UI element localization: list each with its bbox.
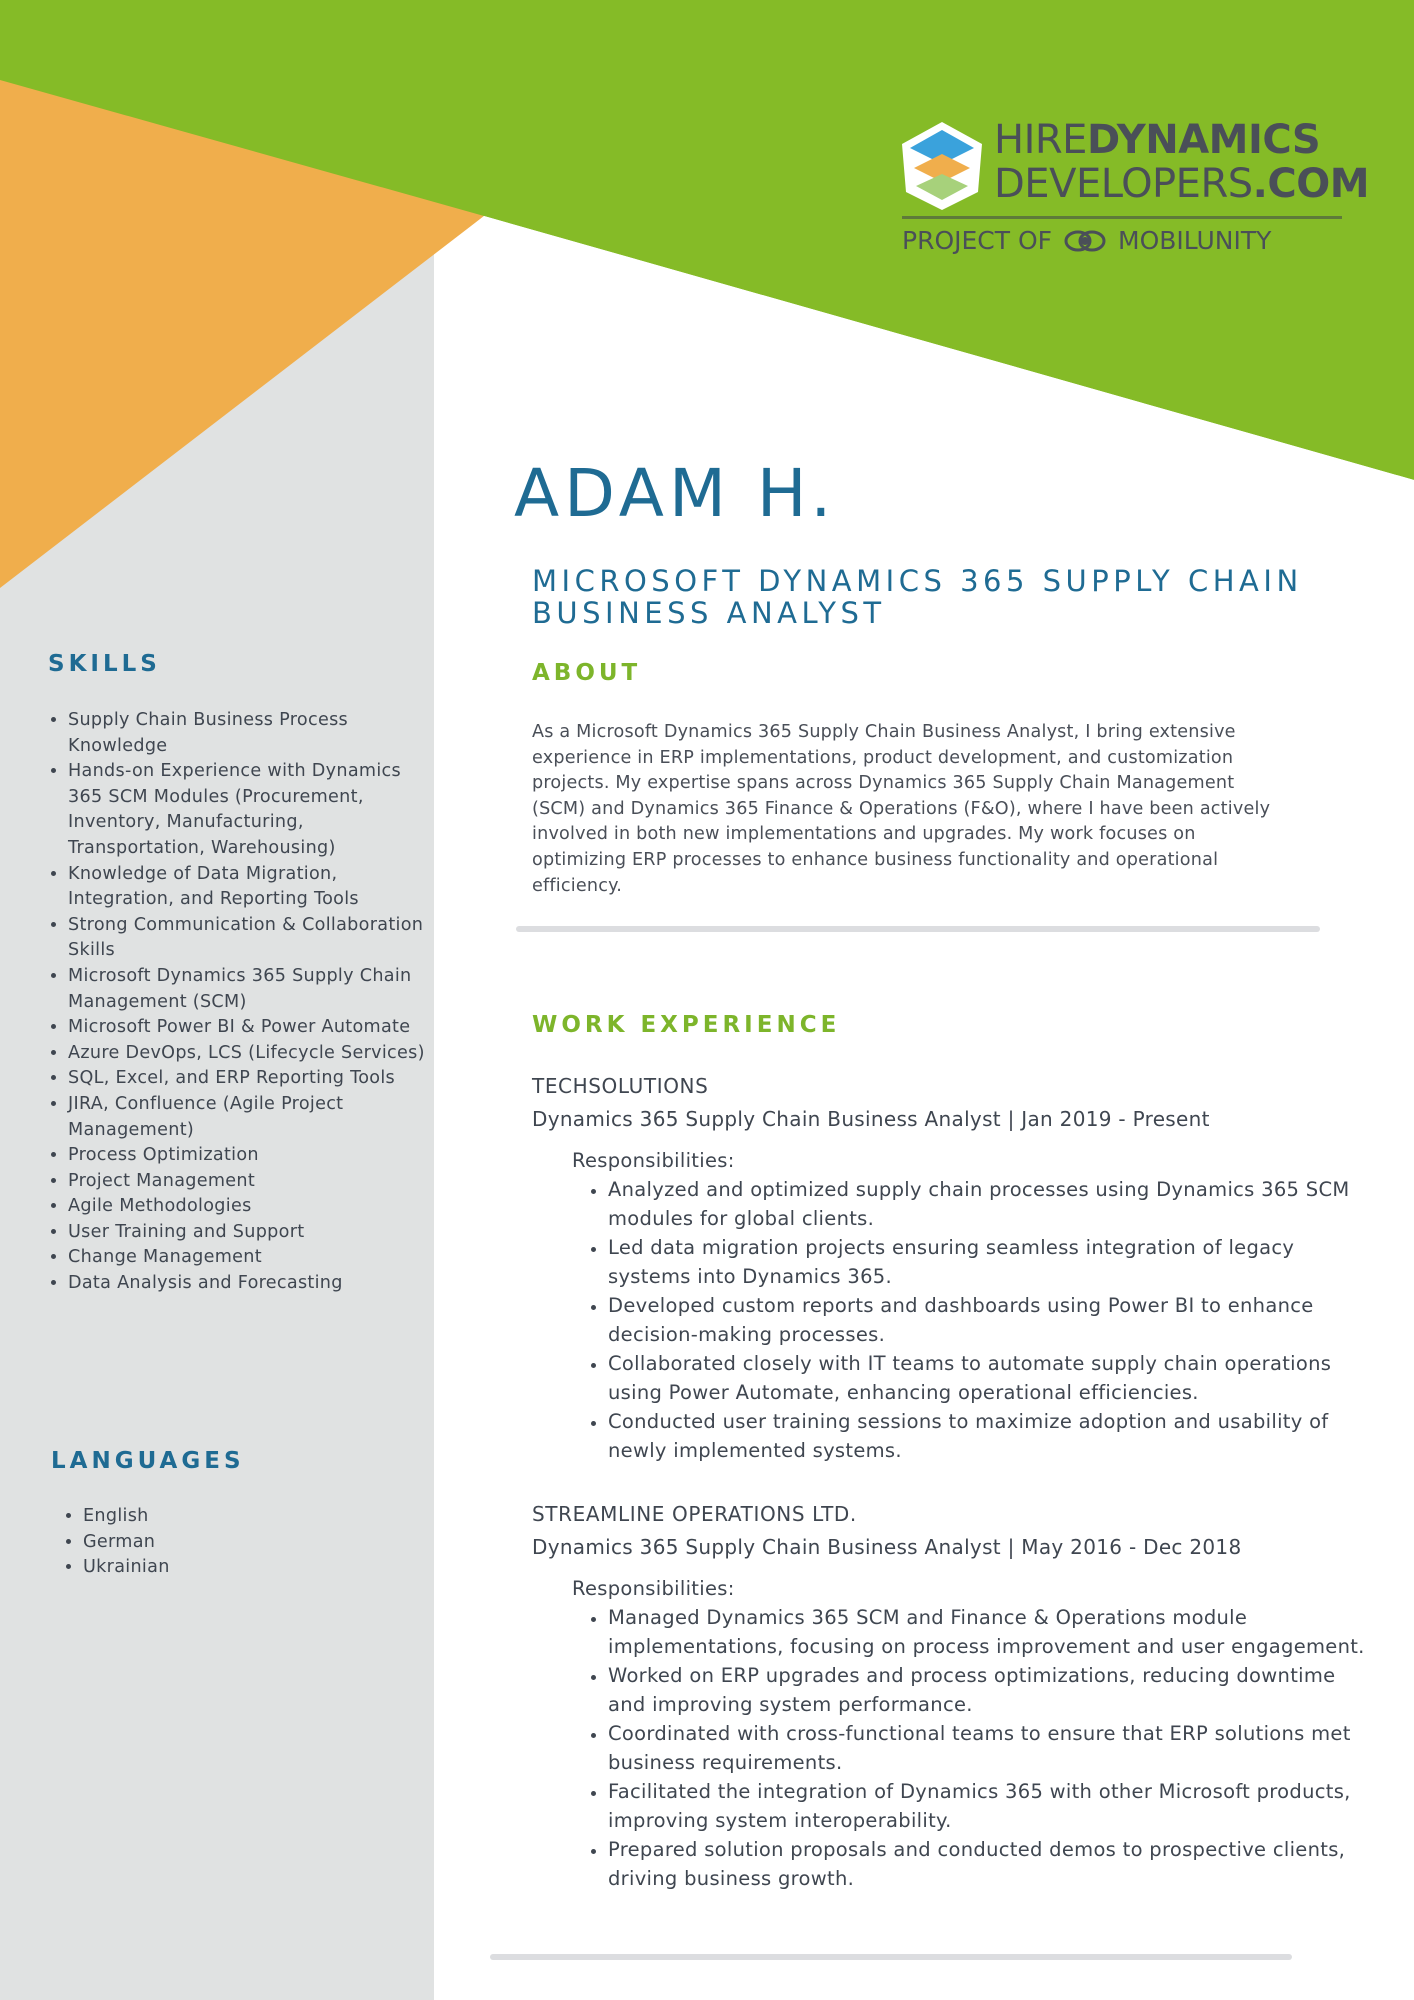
about-text: As a Microsoft Dynamics 365 Supply Chain Business Analyst, I bring extensive experience in ERP implementations, product development, and customization projects. My expertise spans across Dynamics 365 Supply Chain Management (SCM) and Dynamics 365 Finance & Operations (F&O), where I have been actively involved in both new implementations and upgrades. My work focuses on optimizing ERP processes to enhance business functionality and operational efficiency. bbox=[532, 722, 1271, 896]
work-experience-heading: WORK EXPERIENCE bbox=[532, 1012, 841, 1038]
job-role: Dynamics 365 Supply Chain Business Analyst | May 2016 - Dec 2018 bbox=[532, 1535, 1242, 1559]
list-item: • German bbox=[83, 1530, 383, 1556]
company-name: TECHSOLUTIONS bbox=[532, 1074, 709, 1098]
list-item: • Data Analysis and Forecasting bbox=[68, 1271, 428, 1297]
logo-cube-icon bbox=[898, 120, 986, 212]
skills-list bbox=[44, 708, 428, 1297]
job-entry bbox=[532, 1498, 1365, 1893]
list-item: • Developed custom reports and dashboards using Power BI to enhance decision-making processes. bbox=[608, 1291, 1368, 1349]
list-item: • SQL, Excel, and ERP Reporting Tools bbox=[68, 1066, 428, 1092]
logo-tagline: PROJECT OF MOBILUNITY bbox=[902, 226, 1272, 255]
responsibilities-list bbox=[532, 1175, 1362, 1465]
about-heading: ABOUT bbox=[532, 660, 642, 686]
list-item: • Collaborated closely with IT teams to automate supply chain operations using Power Automate, enhancing operational efficiencies. bbox=[608, 1349, 1368, 1407]
section-divider bbox=[516, 926, 1320, 932]
logo-rule bbox=[902, 216, 1342, 219]
list-item: • Worked on ERP upgrades and process optimizations, reducing downtime and improving system performance. bbox=[608, 1661, 1368, 1719]
candidate-name: ADAM H. bbox=[514, 455, 837, 532]
responsibilities-list bbox=[532, 1603, 1365, 1893]
list-item: • Agile Methodologies bbox=[68, 1194, 428, 1220]
responsibilities-label: Responsibilities: bbox=[572, 1577, 735, 1600]
languages-heading: LANGUAGES bbox=[51, 1448, 245, 1474]
logo-line-2: DEVELOPERS.COM bbox=[994, 161, 1369, 207]
list-item: • Hands-on Experience with Dynamics 365 SCM Modules (Procurement, Inventory, Manufacturing, Transportation, Warehousing) bbox=[68, 759, 428, 861]
list-item: • Facilitated the integration of Dynamics 365 with other Microsoft products, improving system interoperability. bbox=[608, 1777, 1368, 1835]
list-item: • Knowledge of Data Migration, Integration, and Reporting Tools bbox=[68, 862, 428, 913]
mobilunity-logo-icon bbox=[1062, 226, 1108, 256]
list-item: • Microsoft Dynamics 365 Supply Chain Management (SCM) bbox=[68, 964, 428, 1015]
list-item: • Process Optimization bbox=[68, 1143, 428, 1169]
list-item: • Microsoft Power BI & Power Automate bbox=[68, 1015, 428, 1041]
logo-line-1: HIREDYNAMICS bbox=[994, 117, 1321, 163]
list-item: • Project Management bbox=[68, 1169, 428, 1195]
languages-list bbox=[58, 1504, 383, 1581]
list-item: • Prepared solution proposals and conducted demos to prospective clients, driving business growth. bbox=[608, 1835, 1368, 1893]
list-item: • Managed Dynamics 365 SCM and Finance & Operations module implementations, focusing on process improvement and user engagement. bbox=[608, 1603, 1368, 1661]
list-item: • Change Management bbox=[68, 1245, 428, 1271]
list-item: • JIRA, Confluence (Agile Project Management) bbox=[68, 1092, 428, 1143]
list-item: • Conducted user training sessions to maximize adoption and usability of newly implemented systems. bbox=[608, 1407, 1368, 1465]
list-item: • English bbox=[83, 1504, 383, 1530]
list-item: • Strong Communication & Collaboration Skills bbox=[68, 913, 428, 964]
job-entry bbox=[532, 1070, 1362, 1465]
list-item: • Ukrainian bbox=[83, 1555, 383, 1581]
company-logo bbox=[898, 116, 1369, 258]
job-role: Dynamics 365 Supply Chain Business Analyst | Jan 2019 - Present bbox=[532, 1107, 1210, 1131]
responsibilities-label: Responsibilities: bbox=[572, 1149, 735, 1172]
list-item: • Led data migration projects ensuring seamless integration of legacy systems into Dynamics 365. bbox=[608, 1233, 1368, 1291]
skills-heading: SKILLS bbox=[48, 651, 161, 677]
list-item: • Supply Chain Business Process Knowledge bbox=[68, 708, 428, 759]
list-item: • User Training and Support bbox=[68, 1220, 428, 1246]
list-item: • Azure DevOps, LCS (Lifecycle Services) bbox=[68, 1041, 428, 1067]
job-title: MICROSOFT DYNAMICS 365 SUPPLY CHAIN BUSINESS ANALYST bbox=[532, 564, 1303, 630]
company-name: STREAMLINE OPERATIONS LTD. bbox=[532, 1502, 857, 1526]
section-divider bbox=[490, 1954, 1292, 1960]
list-item: • Coordinated with cross-functional teams to ensure that ERP solutions met business requirements. bbox=[608, 1719, 1368, 1777]
list-item: • Analyzed and optimized supply chain processes using Dynamics 365 SCM modules for global clients. bbox=[608, 1175, 1368, 1233]
